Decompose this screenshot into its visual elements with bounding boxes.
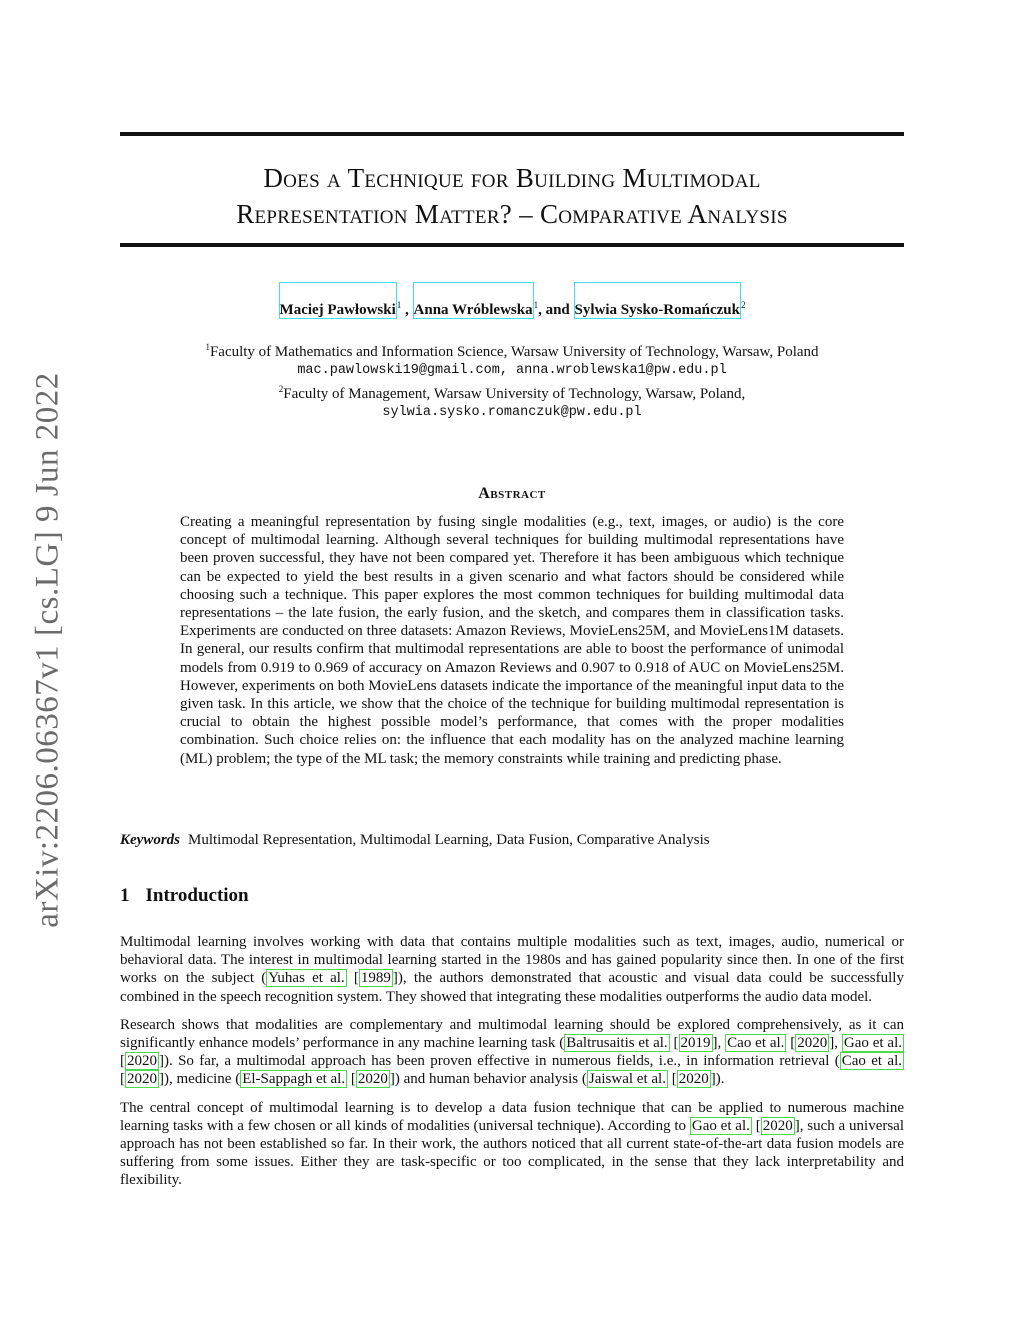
citation-link[interactable]: Jaiswal et al. <box>588 1071 666 1088</box>
citation-link[interactable]: Baltrusaitis et al. <box>566 1035 668 1052</box>
author-affil-marker: 1 <box>396 300 402 310</box>
citation-link[interactable]: Gao et al. <box>843 1035 903 1052</box>
text: Research shows that modalities are complementary and multimodal learning should be explored comprehensively, as it can significantly enhance models’ performance in any machine learning task ( <box>120 1016 904 1052</box>
text: ], such a universal approach has not been established so far. In their work, the authors noticed that all current state-of-the-art data fusion models are suffering from some issues. Either they are task-specific or too complicated, in the sense that they lack interpretability and flexibility. <box>120 1117 905 1189</box>
affiliation-2 <box>120 380 904 404</box>
text: ]). So far, a multimodal approach has been proven effective in numerous fields, i.e., in information retrieval ( <box>159 1053 840 1070</box>
text: ], <box>829 1035 842 1052</box>
affiliation-1-emails: mac.pawlowski19@gmail.com, anna.wroblewska1@pw.edu.pl <box>297 362 727 378</box>
title-line-1: Does a Technique for Building Multimodal <box>263 163 761 193</box>
text: ]). <box>710 1071 725 1088</box>
paragraph-1 <box>120 933 904 1006</box>
text: ], <box>712 1035 726 1052</box>
text: [ <box>751 1117 761 1134</box>
author-link-wroblewska[interactable] <box>413 282 534 319</box>
citation-link[interactable]: Cao et al. <box>841 1053 902 1070</box>
author-name: Anna Wróblewska <box>413 302 533 318</box>
paragraph-3 <box>120 1099 904 1190</box>
author-separator: , and <box>538 302 574 318</box>
affil-marker: 1 <box>205 342 210 352</box>
citation-link[interactable]: Cao et al. <box>727 1035 785 1052</box>
author-affil-marker: 2 <box>740 300 746 310</box>
citation-year-link[interactable]: 2020 <box>678 1071 709 1088</box>
author-list <box>120 300 904 319</box>
citation-year-link[interactable]: 2020 <box>797 1035 828 1052</box>
citation-link[interactable]: Gao et al. <box>691 1117 750 1134</box>
arxiv-identifier: arXiv:2206.06367v1 [cs.LG] 9 Jun 2022 <box>29 372 66 928</box>
introduction-body <box>120 933 904 1200</box>
author-link-sysko-romanczuk[interactable] <box>574 282 741 319</box>
section-heading-introduction <box>120 885 249 907</box>
keywords-line <box>120 832 904 849</box>
author-name: Maciej Pawłowski <box>279 302 396 318</box>
paragraph-2 <box>120 1016 904 1089</box>
affiliation-2-email: sylwia.sysko.romanczuk@pw.edu.pl <box>382 404 642 420</box>
title-line-2: Representation Matter? – Comparative Analysis <box>236 199 788 229</box>
affiliation-2-text: Faculty of Management, Warsaw University of Technology, Warsaw, Poland, <box>283 386 746 402</box>
affiliation-1 <box>120 338 904 362</box>
citation-year-link[interactable]: 2020 <box>127 1053 157 1070</box>
citation-year-link[interactable]: 2019 <box>680 1035 711 1052</box>
citation-link[interactable]: El-Sappagh et al. <box>242 1071 346 1088</box>
citation-year-link[interactable]: 2020 <box>357 1071 388 1088</box>
text: [ <box>120 1071 125 1088</box>
text: [ <box>346 970 359 987</box>
text: [ <box>669 1035 679 1052</box>
title-top-rule <box>120 132 904 136</box>
section-title: Introduction <box>145 885 249 906</box>
citation-year-link[interactable]: 2020 <box>762 1117 793 1134</box>
affiliations <box>120 338 904 422</box>
text: [ <box>667 1071 677 1088</box>
author-name: Sylwia Sysko-Romańczuk <box>574 302 740 318</box>
text: [ <box>786 1035 796 1052</box>
text: Multimodal learning involves working with data that contains multiple modalities such as text, images, audio, numerical or behavioral data. The interest in multimodal learning started in the 1980s and has gained popularity since then. In one of the first works on the subject ( <box>120 934 904 987</box>
author-affil-marker: 1 <box>533 300 539 310</box>
keywords-label: Keywords <box>120 832 180 848</box>
abstract-heading: Abstract <box>478 485 546 502</box>
paper-title <box>120 160 904 232</box>
citation-year-link[interactable]: 1989 <box>360 970 391 987</box>
affiliation-1-text: Faculty of Mathematics and Information Science, Warsaw University of Technology, Warsaw, Poland <box>209 344 819 360</box>
citation-year-link[interactable]: 2020 <box>127 1071 157 1088</box>
affil-marker: 2 <box>278 384 284 394</box>
text: ]), medicine ( <box>159 1071 241 1088</box>
text: [ <box>347 1071 356 1088</box>
abstract-text: Creating a meaningful representation by fusing single modalities (e.g., text, images, or audio) is the core concept of multimodal learning. Although several techniques for building multimodal representations have been proven successful, they have not been compared yet. Therefore it has been ambiguous which technique can be expected to yield the best results in a given scenario and what factors should be considered while choosing such a technique. This paper explores the most common techniques for building multimodal data representations – the late fusion, the early fusion, and the sketch, and compares them in classification tasks. Experiments are conducted on three datasets: Amazon Reviews, MovieLens25M, and MovieLens1M datasets. In general, our results confirm that multimodal representations are able to boost the performance of unimodal models from 0.919 to 0.969 of accuracy on Amazon Reviews and 0.907 to 0.918 of AUC on MovieLens25M. However, experiments on both MovieLens datasets indicate the importance of the meaningful input data to the given task. In this article, we show that the choice of the technique for building multimodal representation is crucial to obtain the highest possible model’s performance, that comes with the proper modalities combination. Such choice relies on: the influence that each modality has on the analyzed machine learning (ML) problem; the type of the ML task; the memory constraints while training and predicting phase. <box>180 514 844 767</box>
author-separator: , <box>401 302 413 318</box>
author-link-pawlowski[interactable] <box>279 282 397 319</box>
text: ]) and human behavior analysis ( <box>389 1071 587 1088</box>
text: The central concept of multimodal learning is to develop a data fusion technique that can be applied to numerous machine learning tasks with a few chosen or all kinds of modalities (universal technique). According to <box>120 1099 904 1134</box>
section-number: 1 <box>120 885 130 906</box>
title-bottom-rule <box>120 243 904 247</box>
text: [ <box>120 1053 125 1070</box>
keywords-text: Multimodal Representation, Multimodal Learning, Data Fusion, Comparative Analysis <box>188 832 710 848</box>
text: ]), the authors demonstrated that acoustic and visual data could be successfully combined in the speech recognition system. They showed that integrating these modalities outperforms the audio data model. <box>120 970 904 1005</box>
citation-link[interactable]: Yuhas et al. <box>268 970 345 987</box>
